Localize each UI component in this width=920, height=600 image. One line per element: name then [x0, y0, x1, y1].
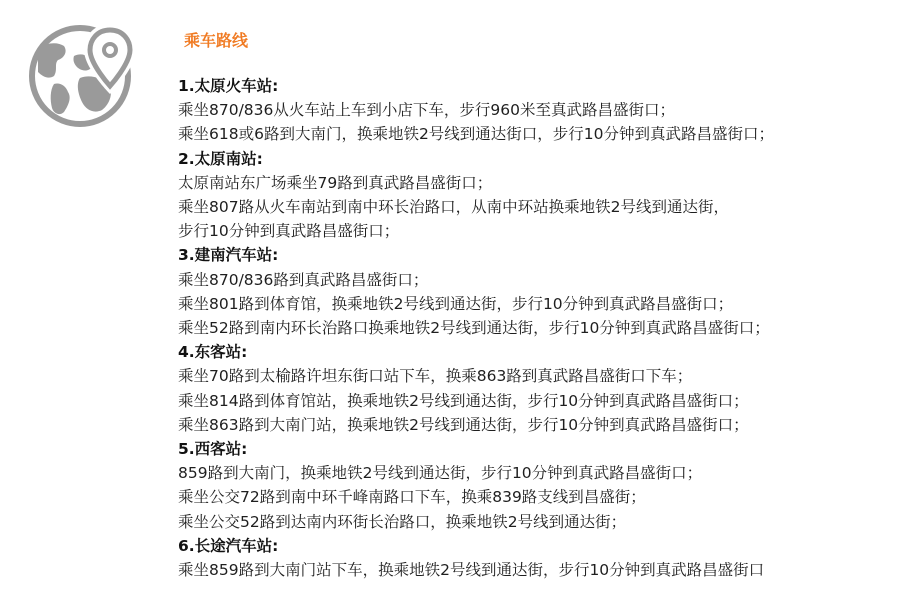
route-line: 步行10分钟到真武路昌盛街口； [178, 222, 400, 241]
route-line: 乘坐870/836路到真武路昌盛街口； [178, 270, 429, 289]
route-line: 乘坐52路到南内环长治路口换乘地铁2号线到通达街，步行10分钟到真武路昌盛街口； [178, 319, 770, 338]
station-title: 1.太原火车站: [178, 77, 279, 95]
station-title: 5.西客站: [178, 440, 248, 459]
station-block [178, 534, 913, 582]
route-line: 乘坐公交52路到达南内环街长治路口，换乘地铁2号线到通达街； [178, 512, 627, 531]
station-block [178, 340, 913, 437]
route-line: 乘坐70路到太榆路许坦东街口站下车，换乘863路到真武路昌盛街口下车； [178, 367, 693, 386]
route-line: 乘坐814路到体育馆站，换乘地铁2号线到通达街，步行10分钟到真武路昌盛街口； [178, 391, 749, 410]
station-title: 3.建南汽车站: [178, 246, 279, 265]
route-line: 859路到大南门，换乘地铁2号线到通达街，步行10分钟到真武路昌盛街口； [178, 464, 703, 483]
station-block [178, 74, 913, 147]
route-line: 乘坐870/836从火车站上车到小店下车，步行960米至真武路昌盛街口； [178, 101, 675, 120]
station-title: 4.东客站: [178, 343, 248, 362]
globe-location-icon [24, 14, 142, 132]
station-block [178, 243, 913, 340]
route-line: 乘坐公交72路到南中环千峰南路口下车，换乘839路支线到昌盛街； [178, 488, 646, 507]
station-title: 6.长途汽车站: [178, 536, 279, 555]
route-line: 乘坐859路到大南门站下车，换乘地铁2号线到通达街，步行10分钟到真武路昌盛街口 [178, 561, 765, 580]
route-line: 太原南站东广场乘坐79路到真武路昌盛街口； [178, 173, 493, 192]
route-line: 乘坐618或6路到大南门，换乘地铁2号线到通达街口，步行10分钟到真武路昌盛街口； [178, 125, 775, 144]
station-block [178, 147, 913, 244]
section-heading: 乘车路线 [184, 31, 249, 50]
route-line: 乘坐863路到大南门站，换乘地铁2号线到通达街，步行10分钟到真武路昌盛街口； [178, 415, 749, 434]
route-line: 乘坐807路从火车南站到南中环长治路口，从南中环站换乘地铁2号线到通达街， [178, 198, 729, 217]
route-list [178, 74, 913, 582]
route-line: 乘坐801路到体育馆，换乘地铁2号线到通达街，步行10分钟到真武路昌盛街口； [178, 294, 734, 313]
station-title: 2.太原南站: [178, 149, 263, 168]
globe-location-graphic [24, 14, 142, 132]
station-block [178, 437, 913, 534]
